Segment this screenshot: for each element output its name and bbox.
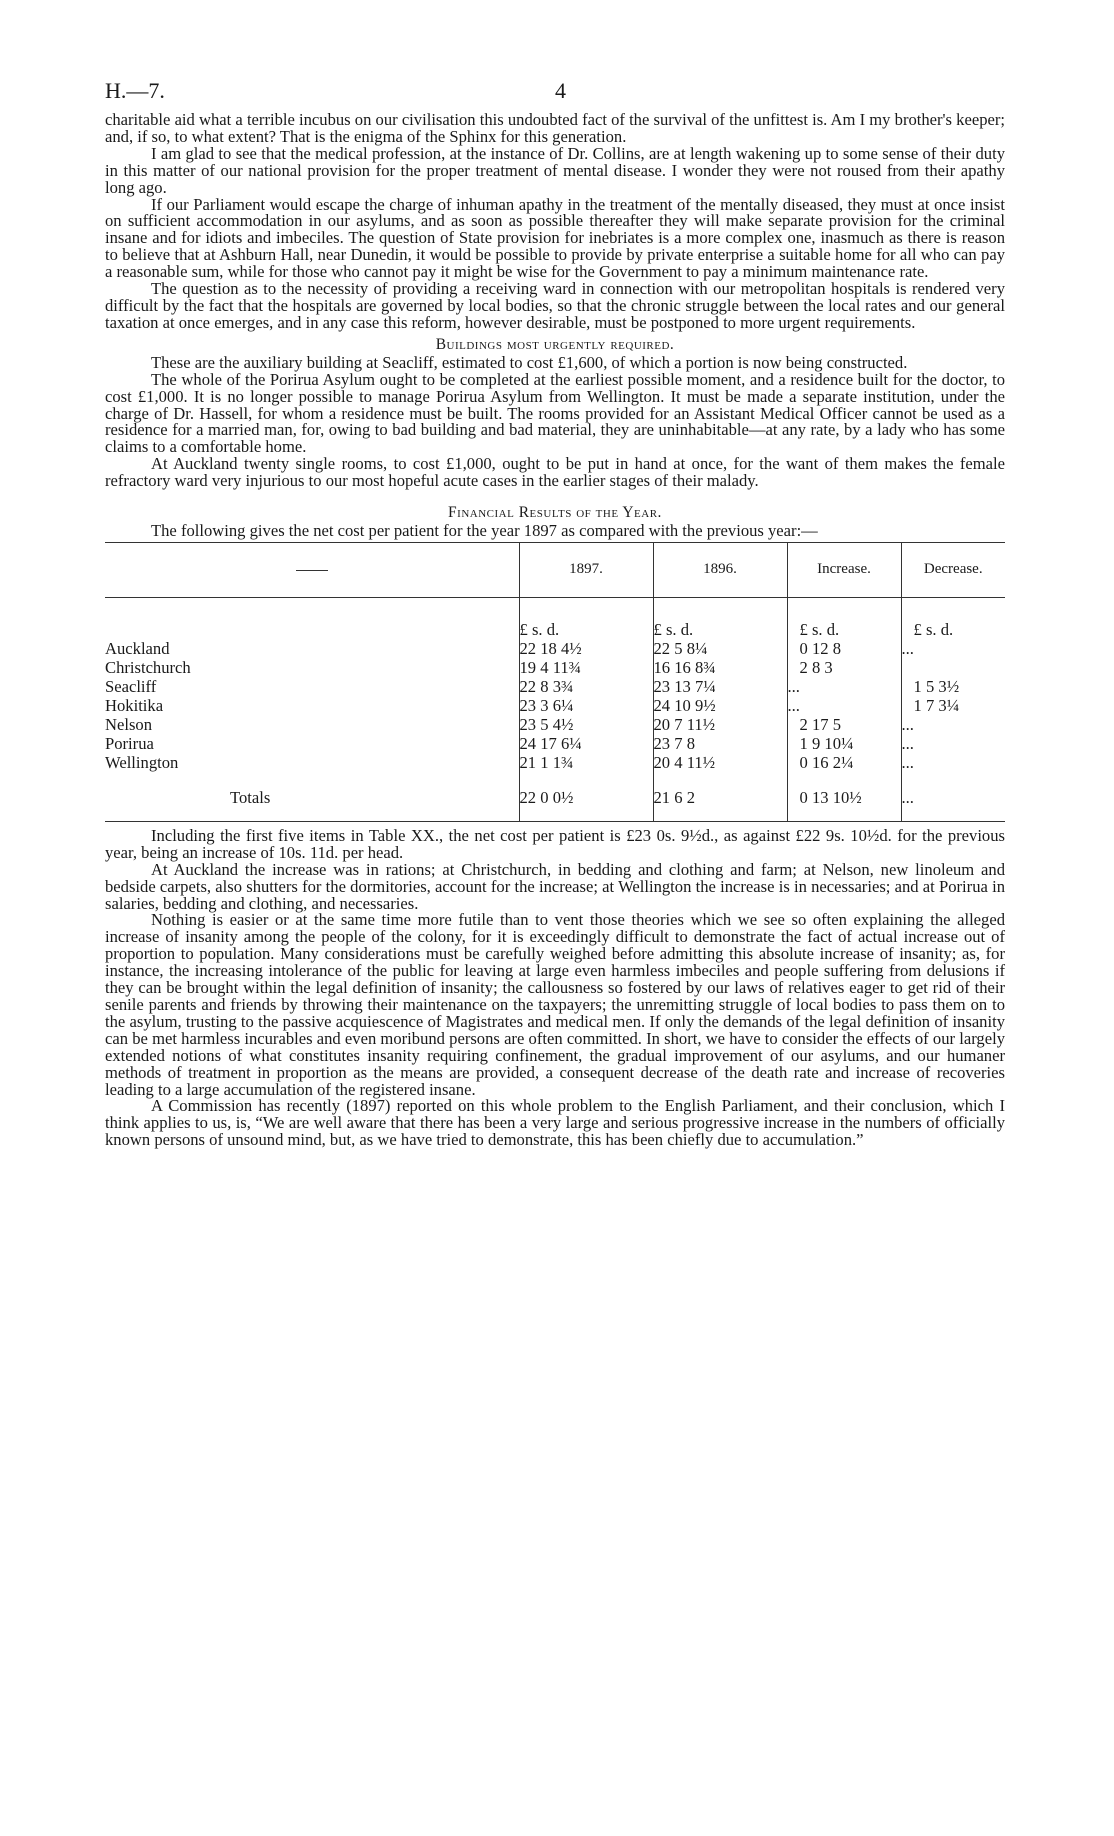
cell-decrease: ... bbox=[901, 639, 1005, 658]
paragraph: The question as to the necessity of providing a receiving ward in connection with our metropolitan hospitals is rendered very difficult by the fact that the hospitals are governed by local bodies, so that the chronic struggle between the local rates and our general taxation at once emerges, and in any case this reform, however desirable, must be postponed to more urgent requirements. bbox=[105, 279, 1005, 332]
cell-decrease: ... bbox=[901, 715, 1005, 734]
paragraph: At Auckland twenty single rooms, to cost £1,000, ought to be put in hand at once, for the want of them makes the female refractory ward very injurious to our most hopeful acute cases in the earlier stages of their malady. bbox=[105, 454, 1005, 491]
paragraph: At Auckland the increase was in rations; at Christchurch, in bedding and clothing and farm; at Nelson, new linoleum and bedside carpets, also shutters for the dormitories, account for the increase; at Wellington the increase is in necessaries; and at Porirua in salaries, bedding and clothing, and necessaries. bbox=[105, 859, 1005, 913]
cell-increase: 1 9 10¼ bbox=[787, 734, 901, 753]
table-row bbox=[105, 715, 1005, 734]
row-name: Christchurch bbox=[105, 657, 191, 677]
page-number: 4 bbox=[555, 78, 566, 103]
total-1896: 21 6 2 bbox=[653, 772, 787, 822]
total-increase: 0 13 10½ bbox=[787, 772, 901, 822]
row-name: Hokitika bbox=[105, 695, 164, 715]
cell-1896: 23 7 8 bbox=[653, 734, 787, 753]
table-row bbox=[105, 753, 1005, 772]
paragraph: I am glad to see that the medical profession, at the instance of Dr. Collins, are at length wakening up to some sense of their duty in this matter of our national provision for the proper treatment of mental disease. I wonder they were not roused from their apathy long ago. bbox=[105, 143, 1005, 197]
section-heading-buildings: Buildings most urgently required. bbox=[435, 335, 675, 353]
paragraph: If our Parliament would escape the charge of inhuman apathy in the treatment of the mentally diseased, they must at once insist on sufficient accommodation in our asylums, and as soon as possible thereafter they will make separate provision for the criminal insane and for idiots and imbeciles. The question of State provision for inebriates is a more complex one, inasmuch as there is reason to believe that at Ashburn Hall, near Dunedin, it would be possible to provide by private enterprise a suitable home for all who can pay a reasonable sum, while for those who cannot pay it might be wise for the Government to pay a minimum maintenance rate. bbox=[105, 194, 1005, 282]
table-row bbox=[105, 696, 1005, 715]
cell-1896: 20 7 11½ bbox=[653, 715, 787, 734]
document-reference: H.—7. bbox=[105, 78, 165, 103]
table-row bbox=[105, 677, 1005, 696]
paragraph: A Commission has recently (1897) reported on this whole problem to the English Parliament, and their conclusion, which I think applies to us, is, “We are well aware that there has been a very large and serious progressive increase in the numbers of officially known persons of unsound mind, but, as we have tried to demonstrate, this has been chiefly due to accumulation.” bbox=[105, 1096, 1005, 1150]
row-name: Porirua bbox=[105, 733, 154, 753]
paragraph: charitable aid what a terrible incubus on our civilisation this undoubted fact of the survival of the unfittest is. Am I my brother's keeper; and, if so, to what extent? That is the enigma of the Sphinx for this generation. bbox=[105, 110, 1005, 146]
cell-increase: 2 8 3 bbox=[787, 658, 901, 677]
bottom-section bbox=[105, 825, 1005, 1150]
page-header bbox=[105, 78, 1005, 112]
table-row bbox=[105, 734, 1005, 753]
cell-1897: 23 3 6¼ bbox=[519, 696, 653, 715]
header-1897: 1897. bbox=[519, 542, 653, 597]
row-name: Wellington bbox=[105, 752, 179, 772]
cell-increase: 2 17 5 bbox=[787, 715, 901, 734]
cell-increase: 0 12 8 bbox=[787, 639, 901, 658]
header-increase: Increase. bbox=[787, 542, 901, 597]
units-increase: £ s. d. bbox=[787, 597, 901, 639]
paragraph: The whole of the Porirua Asylum ought to be completed at the earliest possible moment, and a residence built for the doctor, to cost £1,000. It is no longer possible to manage Porirua Asylum from Wellington. It must be made a separate institution, under the charge of Dr. Hassell, for whom a residence must be built. The rooms provided for an Assistant Medical Officer cannot be used as a residence for a married man, for, owing to bad building and bad material, they are uninhabitable—at any rate, by a lady who has some claims to a comfortable home. bbox=[105, 369, 1005, 457]
row-name: Nelson bbox=[105, 714, 153, 734]
cell-1897: 19 4 11¾ bbox=[519, 658, 653, 677]
cell-1897: 22 18 4½ bbox=[519, 639, 653, 658]
cell-decrease bbox=[901, 658, 1005, 677]
buildings-section bbox=[105, 352, 1005, 491]
section-heading-financial: Financial Results of the Year. bbox=[448, 504, 662, 522]
units-row bbox=[105, 597, 1005, 639]
table-header-row bbox=[105, 542, 1005, 597]
dash-rule bbox=[296, 570, 328, 571]
top-section bbox=[105, 112, 1005, 332]
cell-1897: 21 1 1¾ bbox=[519, 753, 653, 772]
header-1896: 1896. bbox=[653, 542, 787, 597]
financial-results-table bbox=[105, 542, 1005, 822]
cell-decrease: ... bbox=[901, 734, 1005, 753]
table-row bbox=[105, 658, 1005, 677]
row-name: Seacliff bbox=[105, 676, 157, 696]
units-decrease: £ s. d. bbox=[901, 597, 1005, 639]
totals-label: Totals bbox=[230, 787, 271, 807]
cell-increase: ... bbox=[787, 696, 901, 715]
totals-row bbox=[105, 772, 1005, 822]
units-1897: £ s. d. bbox=[519, 597, 653, 639]
table-row bbox=[105, 639, 1005, 658]
page bbox=[105, 78, 1005, 1149]
paragraph: Including the first five items in Table XX., the net cost per patient is £23 0s. 9½d., as against £22 9s. 10½d. for the previous year, being an increase of 10s. 11d. per head. bbox=[105, 825, 1005, 862]
cell-increase: 0 16 2¼ bbox=[787, 753, 901, 772]
cell-1897: 23 5 4½ bbox=[519, 715, 653, 734]
cell-1896: 20 4 11½ bbox=[653, 753, 787, 772]
cell-1897: 22 8 3¾ bbox=[519, 677, 653, 696]
table-intro: The following gives the net cost per patient for the year 1897 as compared with the previous year:— bbox=[151, 521, 818, 541]
cell-decrease: 1 5 3½ bbox=[901, 677, 1005, 696]
cell-1896: 16 16 8¾ bbox=[653, 658, 787, 677]
cell-1896: 24 10 9½ bbox=[653, 696, 787, 715]
paragraph: These are the auxiliary building at Seacliff, estimated to cost £1,600, of which a portion is now being constructed. bbox=[151, 352, 908, 372]
cell-1896: 23 13 7¼ bbox=[653, 677, 787, 696]
cell-decrease: ... bbox=[901, 753, 1005, 772]
cell-increase: ... bbox=[787, 677, 901, 696]
cell-decrease: 1 7 3¼ bbox=[901, 696, 1005, 715]
cell-1897: 24 17 6¼ bbox=[519, 734, 653, 753]
header-blank bbox=[105, 542, 519, 597]
total-1897: 22 0 0½ bbox=[519, 772, 653, 822]
total-decrease: ... bbox=[901, 772, 1005, 822]
header-decrease: Decrease. bbox=[901, 542, 1005, 597]
row-name: Auckland bbox=[105, 638, 170, 658]
cell-1896: 22 5 8¼ bbox=[653, 639, 787, 658]
paragraph: Nothing is easier or at the same time more futile than to vent those theories which we see so often explaining the alleged increase of insanity among the people of the colony, for it is exceedingly difficult to demonstrate the fact of actual increase out of proportion to population. Many considerations must be carefully weighed before admitting this absolute increase of insanity; as, for instance, the increasing intolerance of the public for leaving at large even harmless imbeciles and people suffering from delusions if they can be brought within the legal definition of insanity; the callousness so fostered by our laws of relatives eager to get rid of their senile parents and friends by throwing their maintenance on the taxpayers; the unremitting struggle of local bodies to pass them on to the asylum, trusting to the passive acquiescence of Magistrates and medical men. If only the demands of the legal definition of insanity can be met harmless incurables and even moribund persons are often committed. In short, we have to consider the effects of our largely extended notions of what constitutes insanity requiring confinement, the gradual improvement of our asylums, and our humaner methods of treatment in proportion as the means are provided, a consequent decrease of the death rate and increase of recoveries leading to a large accumulation of the registered insane. bbox=[105, 910, 1005, 1099]
units-1896: £ s. d. bbox=[653, 597, 787, 639]
